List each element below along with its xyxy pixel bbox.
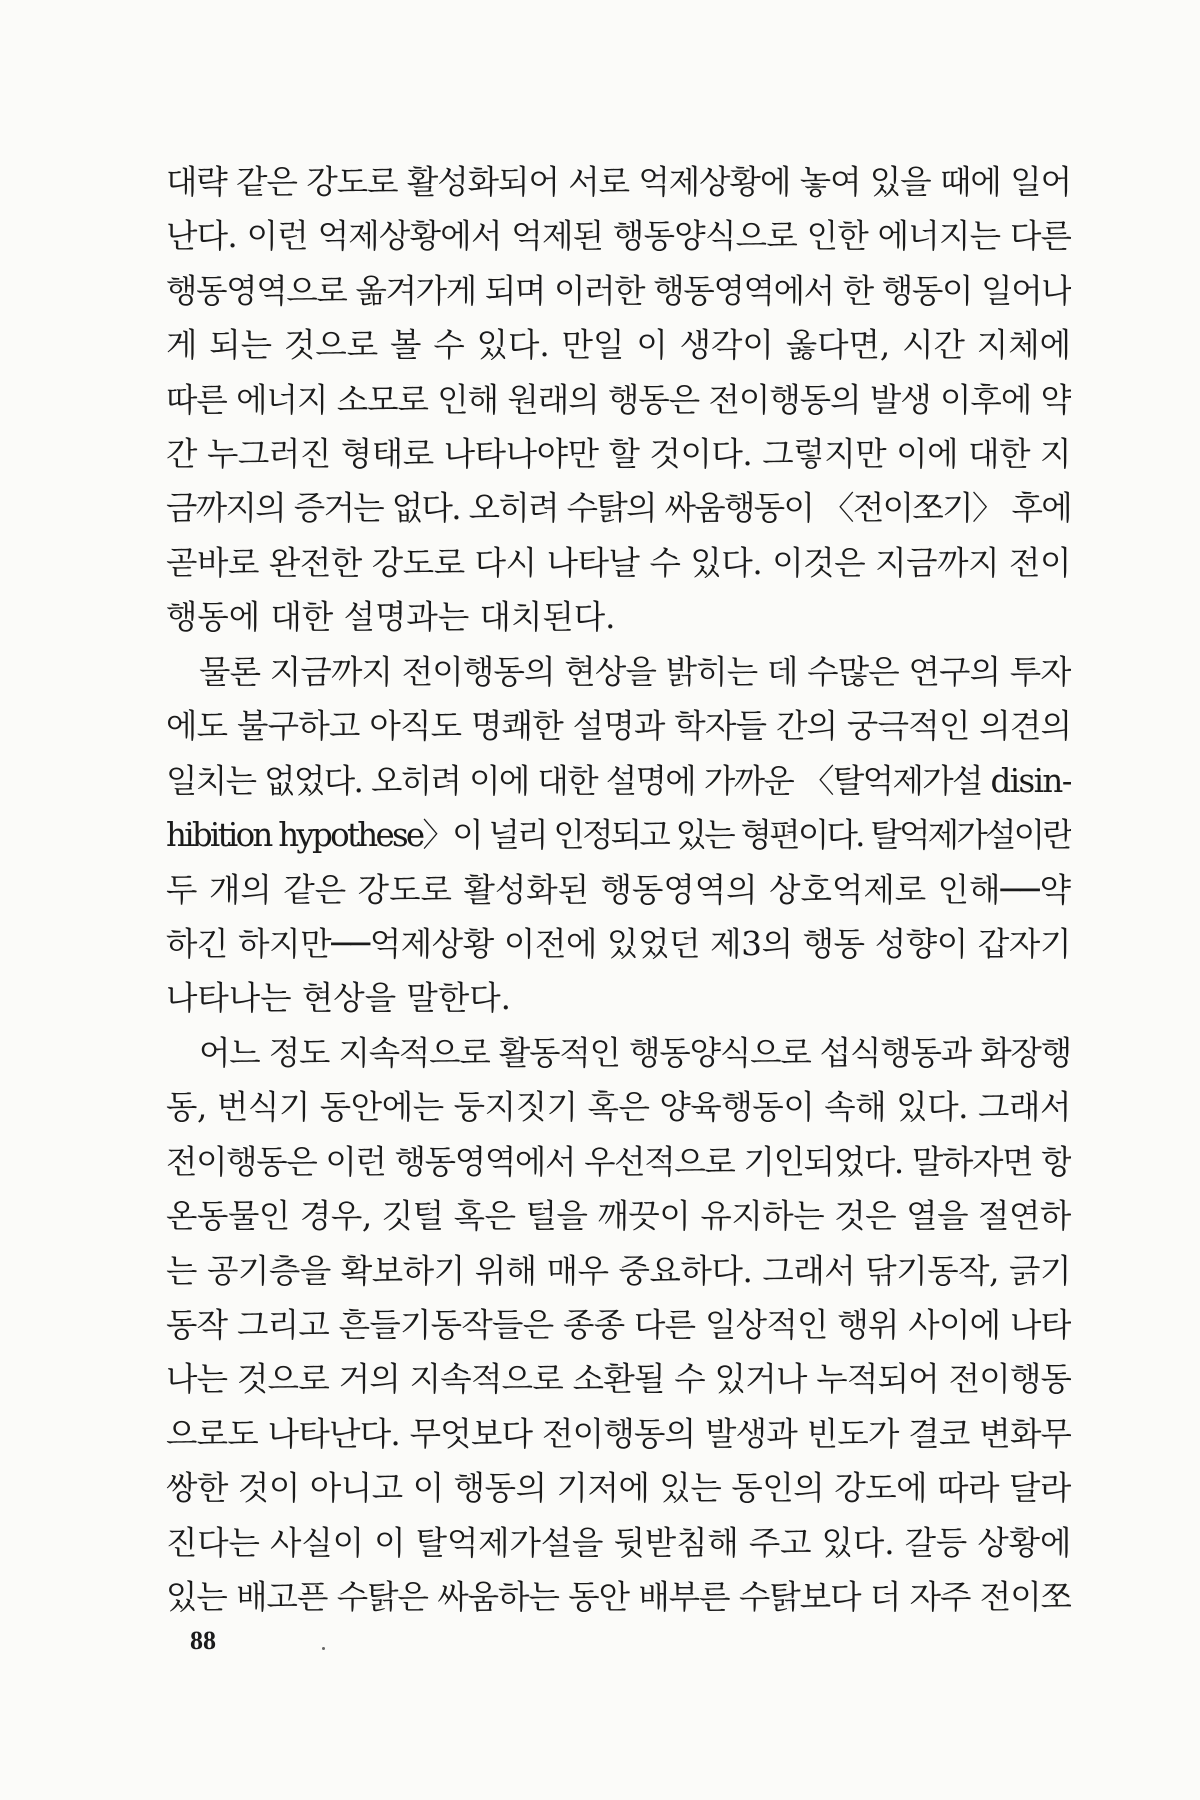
text-line: 나는 것으로 거의 지속적으로 소환될 수 있거나 누적되어 전이행동 — [166, 1360, 1071, 1399]
text-line: 하긴 하지만──억제상황 이전에 있었던 제3의 행동 성향이 갑자기 — [166, 924, 1071, 963]
text-line: 두 개의 같은 강도로 활성화된 행동영역의 상호억제로 인해──약 — [166, 870, 1071, 909]
text-line: 곧바로 완전한 강도로 다시 나타날 수 있다. 이것은 지금까지 전이 — [166, 543, 1071, 582]
text-line: 있는 배고픈 수탉은 싸움하는 동안 배부른 수탉보다 더 자주 전이쪼 — [166, 1577, 1071, 1616]
text-line: hibition hypothese〉이 널리 인정되고 있는 형편이다. 탈억제가설이란 — [166, 816, 1071, 855]
text-line: 따른 에너지 소모로 인해 원래의 행동은 전이행동의 발생 이후에 약 — [166, 380, 1071, 419]
text-line: 간 누그러진 형태로 나타나야만 할 것이다. 그렇지만 이에 대한 지 — [166, 434, 1071, 473]
text-line: 동, 번식기 동안에는 둥지짓기 혹은 양육행동이 속해 있다. 그래서 — [166, 1088, 1071, 1127]
text-line: 쌍한 것이 아니고 이 행동의 기저에 있는 동인의 강도에 따라 달라 — [166, 1469, 1071, 1508]
text-line: 전이행동은 이런 행동영역에서 우선적으로 기인되었다. 말하자면 항 — [166, 1142, 1071, 1181]
text-line: 진다는 사실이 이 탈억제가설을 뒷받침해 주고 있다. 갈등 상황에 — [166, 1523, 1071, 1562]
paragraph-3 — [166, 1026, 1071, 1624]
paragraph-1 — [166, 155, 1071, 645]
paragraph-2 — [166, 645, 1071, 1026]
text-line: 동작 그리고 흔들기동작들은 종종 다른 일상적인 행위 사이에 나타 — [166, 1305, 1071, 1344]
text-line: 으로도 나타난다. 무엇보다 전이행동의 발생과 빈도가 결코 변화무 — [166, 1414, 1071, 1453]
text-line: 게 되는 것으로 볼 수 있다. 만일 이 생각이 옳다면, 시간 지체에 — [166, 326, 1071, 365]
text-line: 일치는 없었다. 오히려 이에 대한 설명에 가까운 〈탈억제가설 disin- — [166, 761, 1071, 800]
print-speck — [322, 1647, 325, 1650]
text-line: 금까지의 증거는 없다. 오히려 수탉의 싸움행동이 〈전이쪼기〉 후에 — [166, 489, 1071, 528]
text-line: 에도 불구하고 아직도 명쾌한 설명과 학자들 간의 궁극적인 의견의 — [166, 707, 1071, 746]
text-line: 는 공기층을 확보하기 위해 매우 중요하다. 그래서 닦기동작, 긁기 — [166, 1251, 1071, 1290]
page-number: 88 — [190, 1626, 216, 1655]
text-line: 물론 지금까지 전이행동의 현상을 밝히는 데 수많은 연구의 투자 — [199, 653, 1071, 691]
text-line: 나타나는 현상을 말한다. — [166, 979, 511, 1018]
text-line: 대략 같은 강도로 활성화되어 서로 억제상황에 놓여 있을 때에 일어 — [166, 163, 1071, 201]
text-line: 난다. 이런 억제상황에서 억제된 행동양식으로 인한 에너지는 다른 — [166, 217, 1071, 256]
text-line: 어느 정도 지속적으로 활동적인 행동양식으로 섭식행동과 화장행 — [199, 1034, 1071, 1072]
text-line: 온동물인 경우, 깃털 혹은 털을 깨끗이 유지하는 것은 열을 절연하 — [166, 1197, 1071, 1236]
text-line: 행동에 대한 설명과는 대치된다. — [166, 598, 616, 637]
text-line: 행동영역으로 옮겨가게 되며 이러한 행동영역에서 한 행동이 일어나 — [166, 271, 1071, 310]
